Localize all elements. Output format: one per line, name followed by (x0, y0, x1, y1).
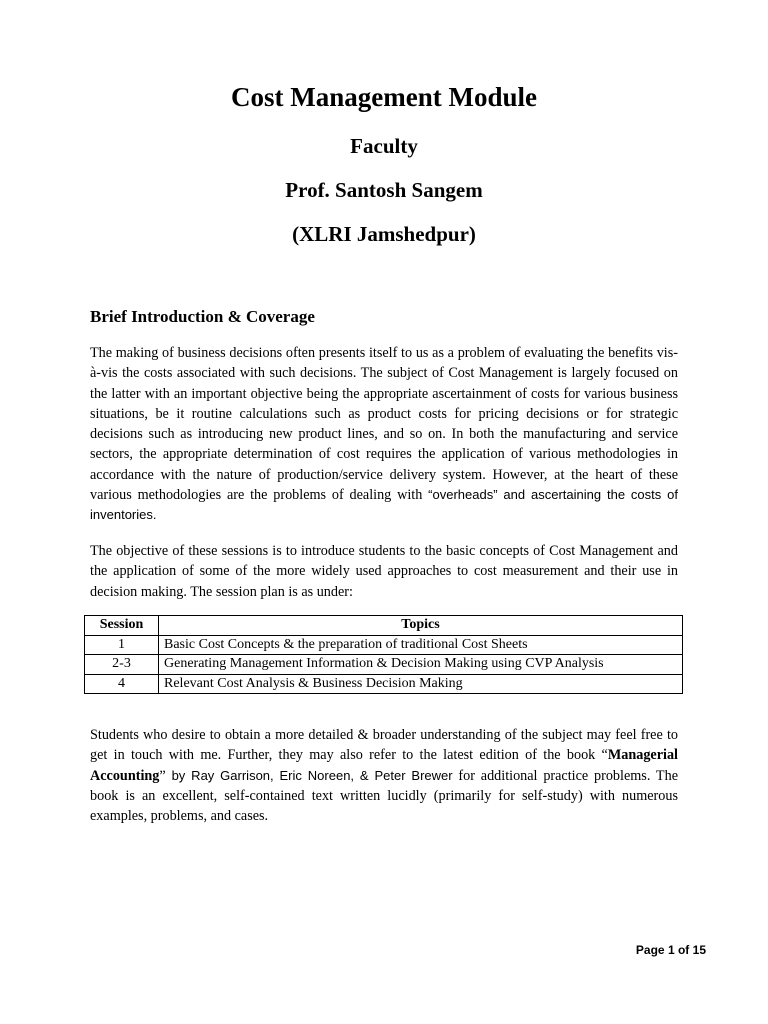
table-row (85, 655, 683, 675)
reference-paragraph (90, 725, 678, 826)
session-topic: Generating Management Information & Decision Making using CVP Analysis (159, 655, 683, 675)
institution-name: (XLRI Jamshedpur) (292, 222, 476, 246)
table-row (85, 674, 683, 694)
page-current: 1 (667, 943, 675, 957)
objective-paragraph: The objective of these sessions is to introduce students to the basic concepts of Cost Management and the application of some of the more widely used approaches to cost measurement and their use in decision making. The session plan is as under: (90, 543, 678, 600)
book-authors: by Ray Garrison, Eric Noreen, & Peter Brewer (165, 767, 453, 783)
session-number: 1 (85, 635, 159, 655)
reference-text-end: for additional practice problems. The book is an excellent, self-contained text written lucidly (primarily for self-study) with numerous examples, problems, and cases. (90, 767, 678, 825)
session-column-header: Session (85, 616, 159, 636)
page-of-label: of (677, 943, 690, 957)
professor-name: Prof. Santosh Sangem (285, 178, 483, 202)
page-number-footer (636, 943, 706, 957)
session-number: 4 (85, 674, 159, 694)
topics-column-header: Topics (159, 616, 683, 636)
table-row (85, 635, 683, 655)
page-label: Page (635, 943, 665, 957)
intro-paragraph-text: The making of business decisions often presents itself to us as a problem of evaluating the benefits vis-à-vis the costs associated with such decisions. The subject of Cost Management is largely focused on the latter with an important objective being the appropriate ascertainment of costs for various business situations, be it routine calculations such as product costs for pricing decisions or for strategic decisions such as introducing new product lines, and so on. In both the manufacturing and service sectors, the appropriate determination of cost requires the application of various methodologies in accordance with the nature of production/service delivery system. However, at the heart of these various methodologies are the problems of dealing with (90, 345, 678, 504)
session-plan-table (84, 615, 683, 694)
intro-paragraph (90, 343, 678, 526)
table-header-row (85, 616, 683, 636)
intro-paragraph-tail: “overheads” and ascertaining the costs of inventories. (90, 487, 679, 523)
session-number: 2-3 (85, 655, 159, 675)
section-heading: Brief Introduction & Coverage (90, 307, 315, 326)
reference-text-start: Students who desire to obtain a more detailed & broader understanding of the subject may feel free to get in touch with me. Further, they may also refer to the latest edition of the book “ (90, 727, 678, 764)
session-topic: Relevant Cost Analysis & Business Decision Making (159, 674, 683, 694)
reference-close-quote: ” (159, 767, 166, 784)
book-title: Managerial Accounting (90, 747, 678, 784)
session-topic: Basic Cost Concepts & the preparation of traditional Cost Sheets (159, 635, 683, 655)
faculty-label: Faculty (350, 134, 418, 158)
page-total: 15 (692, 943, 706, 957)
document-title: Cost Management Module (231, 82, 537, 112)
